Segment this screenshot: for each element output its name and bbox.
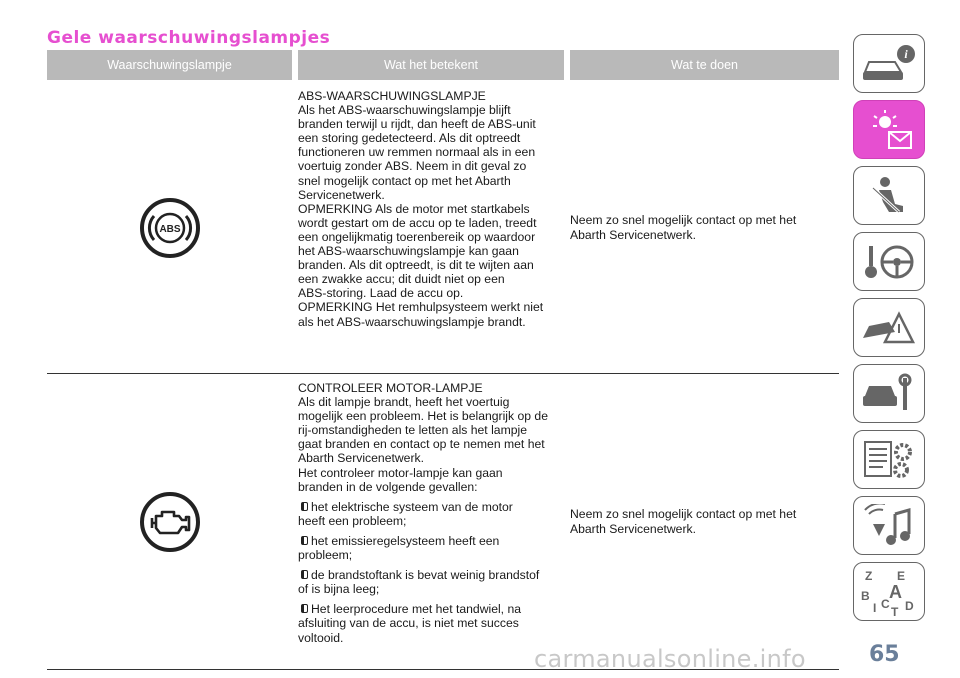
bullet-text: voltooid. <box>298 630 344 645</box>
tab-car-info[interactable] <box>853 34 925 93</box>
action-line: Abarth Servicenetwerk. <box>570 521 696 536</box>
action-cell <box>570 374 839 669</box>
list-item <box>298 500 564 528</box>
tab-emergency[interactable] <box>853 298 925 357</box>
svg-text:i: i <box>904 46 908 61</box>
index-letter: I <box>873 600 877 615</box>
bullet-icon <box>301 570 308 579</box>
meaning-line: Het controleer motor-lampje kan gaan <box>298 465 503 480</box>
meaning-line: CONTROLEER MOTOR-LAMPJE <box>298 381 483 395</box>
meaning-line: een ongelijkmatig toerenbereik op waardoor <box>298 229 536 244</box>
car-info-icon <box>859 42 919 86</box>
meaning-line: snel mogelijk contact op met het Abarth <box>298 173 511 188</box>
meaning-line: Servicenetwerk. <box>298 187 385 202</box>
warning-light-cell <box>47 374 292 669</box>
bullet-text: probleem; <box>298 548 353 563</box>
meaning-line: Abarth Servicenetwerk. <box>298 451 424 466</box>
index-letter: E <box>897 568 906 583</box>
list-item <box>298 534 564 562</box>
meaning-line: het ABS-waarschuwingslampje kan gaan <box>298 244 519 259</box>
tab-warning-lights[interactable] <box>853 100 925 159</box>
svg-text:ABS: ABS <box>158 223 181 235</box>
abs-warning-icon <box>138 196 202 260</box>
header-action: Wat te doen <box>570 50 839 80</box>
tab-technical-data[interactable] <box>853 430 925 489</box>
index-letter: Z <box>865 568 873 583</box>
meaning-line: als het ABS-waarschuwingslampje brandt. <box>298 314 526 329</box>
action-line: Neem zo snel mogelijk contact op met het <box>570 213 797 228</box>
index-letter: T <box>891 604 899 616</box>
bullet-text: de brandstoftank is bevat weinig brandstof <box>311 568 540 583</box>
bullet-text: het emissieregelsysteem heeft een <box>311 533 500 548</box>
bullet-icon <box>301 536 308 545</box>
bullet-text: heeft een probleem; <box>298 513 407 528</box>
bullet-text: Het leerprocedure met het tandwiel, na <box>311 602 522 617</box>
table-row <box>47 82 839 374</box>
index-letter: C <box>881 596 890 611</box>
list-item <box>298 602 564 644</box>
meaning-line: een zwakke accu; dit duidt niet op een <box>298 272 505 287</box>
action-line: Abarth Servicenetwerk. <box>570 227 696 242</box>
action-cell <box>570 82 839 373</box>
meaning-line: Als het ABS-waarschuwingslampje blijft <box>298 103 511 118</box>
meaning-line: wordt gestart om de accu op te laden, treedt <box>298 215 537 230</box>
tab-safety[interactable] <box>853 166 925 225</box>
check-engine-icon <box>138 490 202 554</box>
tab-starting-driving[interactable] <box>853 232 925 291</box>
list-item <box>298 568 564 596</box>
index-letter: B <box>861 588 870 603</box>
meaning-line: ABS-WAARSCHUWINGSLAMPJE <box>298 89 486 103</box>
tab-maintenance[interactable] <box>853 364 925 423</box>
meaning-line: Als dit lampje brandt, heeft het voertuig <box>298 395 510 410</box>
car-maintenance-icon <box>859 372 919 416</box>
seat-safety-icon <box>859 174 919 218</box>
alphabetical-index-icon <box>859 568 919 616</box>
tab-multimedia[interactable] <box>853 496 925 555</box>
meaning-line: voertuig zonder ABS. Neem in dit geval zo <box>298 159 527 174</box>
table-row <box>47 374 839 670</box>
bullet-icon <box>301 604 308 613</box>
meaning-line: branden. Als dit optreedt, is dit te wijten aan <box>298 258 534 273</box>
meaning-line: OPMERKING Als de motor met startkabels <box>298 201 530 216</box>
tab-index[interactable] <box>853 562 925 621</box>
table-header <box>47 50 839 80</box>
meaning-line: mogelijk een probleem. Het is belangrijk op de <box>298 409 548 424</box>
warning-light-message-icon <box>859 108 919 152</box>
meaning-cell <box>298 374 564 669</box>
watermark: carmanualsonline.info <box>534 645 806 673</box>
meaning-line: ABS-storing. Laad de accu op. <box>298 286 464 301</box>
action-line: Neem zo snel mogelijk contact op met het <box>570 507 797 522</box>
meaning-line: branden terwijl u rijdt, dan heeft de ABS-unit <box>298 117 536 132</box>
warning-lights-table <box>47 50 839 670</box>
steering-wheel-key-icon <box>859 240 919 284</box>
warning-light-cell <box>47 82 292 373</box>
meaning-line: gaat branden en contact op te nemen met het <box>298 437 545 452</box>
bullet-icon <box>301 502 308 511</box>
bullet-text: of is bijna leeg; <box>298 582 380 597</box>
meaning-line: branden in de volgende gevallen: <box>298 479 478 494</box>
section-title: Gele waarschuwingslampjes <box>47 28 331 48</box>
header-meaning: Wat het betekent <box>298 50 564 80</box>
bullet-text: het elektrische systeem van de motor <box>311 499 513 514</box>
meaning-cell <box>298 82 564 373</box>
bullet-text: afsluiting van de accu, is niet met succes <box>298 616 519 631</box>
car-breakdown-icon <box>859 306 919 350</box>
page-number: 65 <box>869 642 900 667</box>
meaning-line: functioneren uw remmen normaal als in een <box>298 145 536 160</box>
technical-data-icon <box>859 438 919 482</box>
index-letter: D <box>905 598 914 613</box>
meaning-line: een storing gedetecteerd. Als dit optreedt <box>298 131 521 146</box>
chapter-tabs <box>853 34 925 628</box>
meaning-line: OPMERKING Het remhulpsysteem werkt niet <box>298 300 544 315</box>
header-warning-light: Waarschuwingslampje <box>47 50 292 80</box>
index-letter: A <box>889 581 902 602</box>
meaning-line: rij-omstandigheden te letten als het lampje <box>298 423 527 438</box>
multimedia-icon <box>859 504 919 548</box>
